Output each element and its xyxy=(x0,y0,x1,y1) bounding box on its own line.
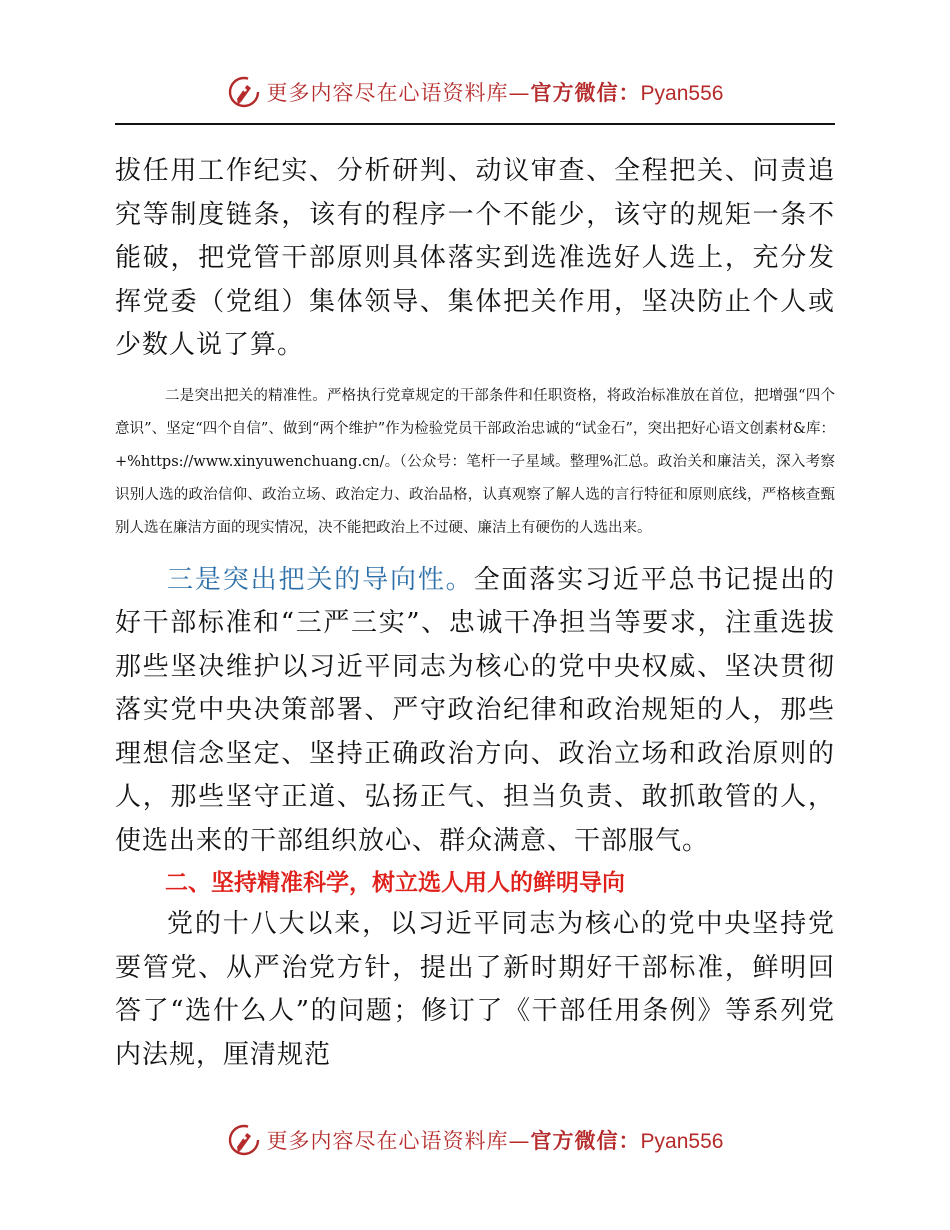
banner-dash: — xyxy=(508,81,531,105)
banner-text xyxy=(267,77,724,107)
footer-main-text: 更多内容尽在心语资料库 xyxy=(266,1129,509,1153)
paragraph-2: 二是突出把关的精准性。严格执行党章规定的干部条件和任职资格，将政治标准放在首位，把增强“四个意识”、坚定“四个自信”、做到“两个维护”作为检验党员干部政治忠诚的“试金石”，突出把好心语文创素材&库：+%https://www.xinyuwenchuang.cn/。（公众号：笔杆一子星域。整理%汇总。政治关和廉洁关，深入考察识别人选的政治信仰、政治立场、政治定力、政治品格，认真观察了解人选的言行特征和原则底线，严格核查甄别人选在廉洁方面的现实情况，决不能把政治上不过硬、廉洁上有硬伤的人选出来。 xyxy=(115,387,835,536)
footer-dash: — xyxy=(508,1129,531,1153)
footer-banner xyxy=(0,1120,950,1160)
paragraph-1: 拔任用工作纪实、分析研判、动议审查、全程把关、问责追究等制度链条，该有的程序一个不能少，该守的规矩一条不能破，把党管干部原则具体落实到选准选好人选上，充分发挥党委（党组）集体领导、集体把关作用，坚决防止个人或少数人说了算。 xyxy=(115,156,835,360)
paragraph-4: 党的十八大以来，以习近平同志为核心的党中央坚持党要管党、从严治党方针，提出了新时期好干部标准，鲜明回答了“选什么人”的问题；修订了《干部任用条例》等系列党内法规，厘清规范 xyxy=(115,909,835,1070)
footer-wechat-label: 官方微信： xyxy=(530,1129,641,1153)
paragraph-3-lead: 三是突出把关的导向性。 xyxy=(167,564,474,595)
section-heading: 二、坚持精准科学，树立选人用人的鲜明导向 xyxy=(165,870,625,896)
banner-main-text: 更多内容尽在心语资料库 xyxy=(266,81,509,105)
header-banner xyxy=(0,72,950,112)
paragraph-3 xyxy=(115,559,835,864)
header-divider xyxy=(115,123,835,125)
footer-wechat-id: Pyan556 xyxy=(640,1130,724,1153)
paragraph-3-text: 全面落实习近平总书记提出的好干部标准和“三严三实”、忠诚干净担当等要求，注重选拔那些坚决维护以习近平同志为核心的党中央权威、坚决贯彻落实党中央决策部署、严守政治纪律和政治规矩的人，那些理想信念坚定、坚持正确政治方向、政治立场和政治原则的人，那些坚守正道、弘扬正气、担当负责、敢抓敢管的人，使选出来的干部组织放心、群众满意、干部服气。 xyxy=(115,564,835,856)
pen-nib-badge-icon xyxy=(227,75,261,109)
banner-wechat-id: Pyan556 xyxy=(640,82,724,105)
document-body xyxy=(115,150,835,1077)
pen-nib-badge-icon xyxy=(227,1123,261,1157)
banner-wechat-label: 官方微信： xyxy=(530,81,641,105)
footer-banner-text xyxy=(267,1125,724,1155)
